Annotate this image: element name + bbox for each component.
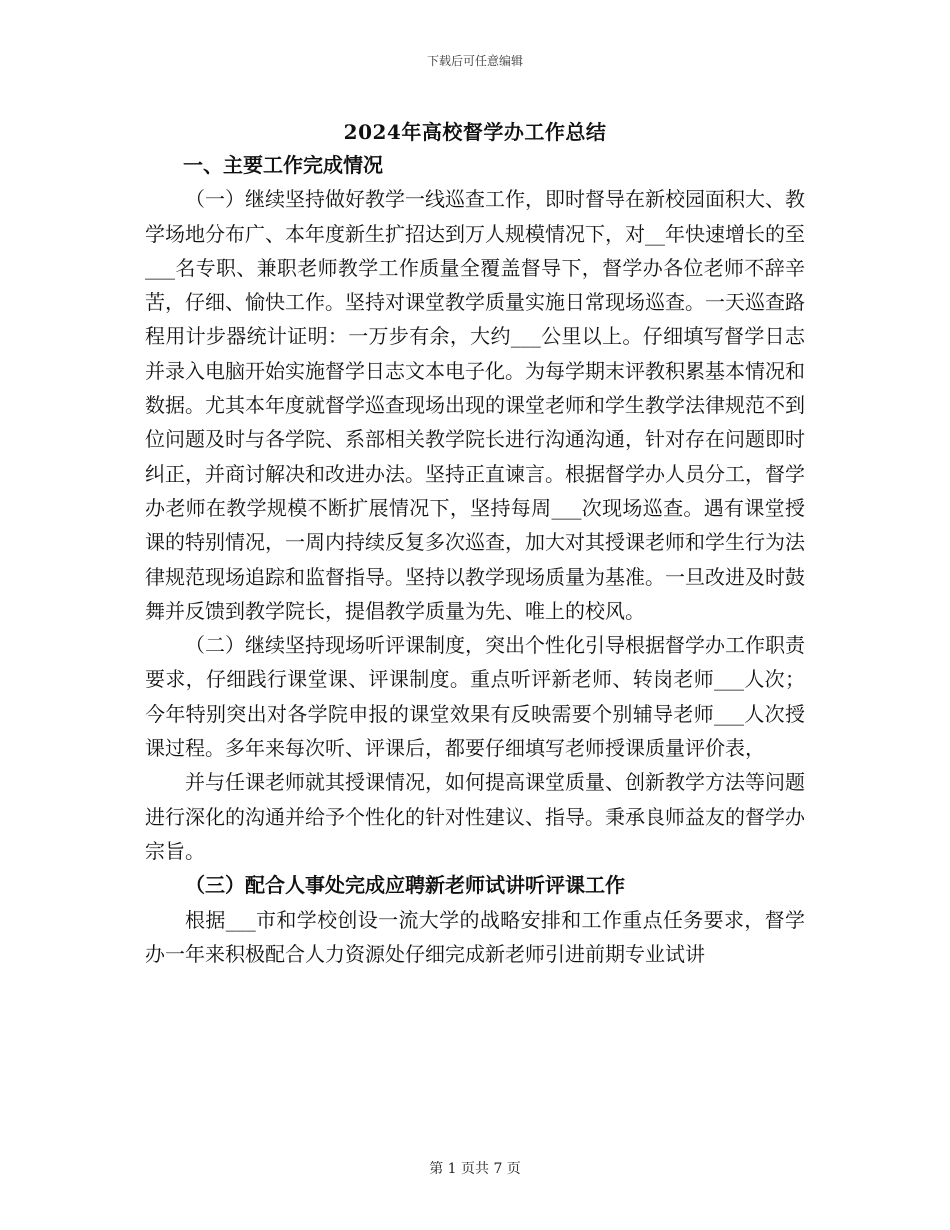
section-heading-main-work: 一、主要工作完成情况 — [183, 153, 383, 177]
document-title: 2024年高校督学办工作总结 — [343, 120, 607, 144]
page-header-note: 下载后可任意编辑 — [426, 54, 523, 68]
paragraph-recruitment-trial: 根据___市和学校创设一流大学的战略安排和工作重点任务要求，督学办一年来积极配合人力资源处仔细完成新老师引进前期专业试讲 — [145, 907, 805, 966]
paragraph-patrol-inspection: （一）继续坚持做好教学一线巡查工作，即时督导在新校园面积大、教学场地分布广、本年度新生扩招达到万人规模情况下，对__年快速增长的至___名专职、兼职老师教学工作质量全覆盖督导下，督学办各位老师不辞辛苦，仔细、愉快工作。坚持对课堂教学质量实施日常现场巡查。一天巡查路程用计步器统计证明：一万步有余，大约___公里以上。仔细填写督学日志并录入电脑开始实施督学日志文本电子化。为每学期末评教积累基本情况和数据。尤其本年度就督学巡查现场出现的课堂老师和学生教学法律规范不到位问题及时与各学院、系部相关教学院长进行沟通沟通，针对存在问题即时纠正，并商讨解决和改进办法。坚持正直谏言。根据督学办人员分工，督学办老师在教学规模不断扩展情况下，坚持每周___次现场巡查。遇有课堂授课的特别情况，一周内持续反复多次巡查，加大对其授课老师和学生行为法律规范现场追踪和监督指导。坚持以教学现场质量为基准。一旦改进及时鼓舞并反馈到教学院长，提倡教学质量为先、唯上的校风。 — [145, 187, 805, 623]
section-heading-recruitment: （三）配合人事处完成应聘新老师试讲听评课工作 — [185, 873, 625, 898]
document-body — [145, 148, 805, 971]
paragraph-teacher-communication: 并与任课老师就其授课情况，如何提高课堂质量、创新教学方法等问题进行深化的沟通并给予个性化的针对性建议、指导。秉承良师益友的督学办宗旨。 — [145, 770, 805, 863]
page-number: 第 1 页共 7 页 — [429, 1161, 521, 1177]
paragraph-lecture-evaluation: （二）继续坚持现场听评课制度，突出个性化引导根据督学办工作职责要求，仔细践行课堂课、评课制度。重点听评新老师、转岗老师___人次；今年特别突出对各学院申报的课堂效果有反映需要个别辅导老师___人次授课过程。多年来每次听、评课后，都要仔细填写老师授课质量评价表， — [145, 633, 805, 761]
